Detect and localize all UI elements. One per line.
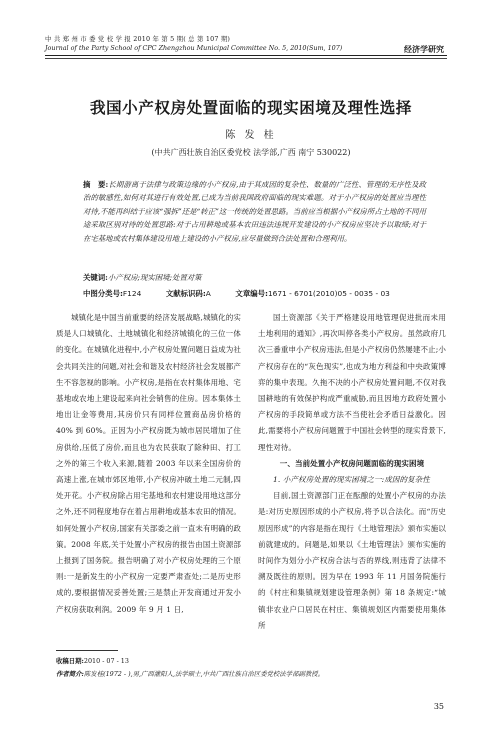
author-bio-label: 作者简介: — [56, 670, 84, 678]
author-affiliation: (中共广西壮族自治区委党校 法学部,广西 南宁 530022) — [151, 148, 351, 157]
footnote-received — [56, 655, 456, 667]
received-value: 2010 - 07 - 13 — [83, 657, 129, 665]
article-author: 陈 发 桂 — [225, 130, 277, 141]
clc-label: 中图分类号: — [83, 289, 123, 298]
received-label: 收稿日期: — [56, 657, 84, 665]
abstract-label: 摘 要: — [83, 180, 109, 189]
body-paragraph: 国土资源部《关于严格建设用地管理促进批而未用土地利用的通知》,再次叫停各类小产权房。虽然政府几次三番重申小产权房违法,但是小产权房仍然屡建不止;小产权房存在的“灰色现实”,也成为地方利益和中央政策博弈的集中表现。久拖不决的小产权房处置问题,不仅对我国耕地的有效保护构成严重威胁,而且因地方政府处置小产权房的手段简单或方法不当使社会矛盾日益激化。因此,需要将小产权房问题置于中国社会转型的现实背景下,理性对待。 — [258, 313, 446, 452]
section-heading: 一、当前处置小产权房问题面临的现实困境 — [279, 458, 425, 468]
body-paragraph: 目前,国土资源部门正在酝酿的处置小产权房的办法是:对历史原因形成的小产权房,将予以合法化。而“历史原因形成”的内容是指在现行《土地管理法》颁布实施以前就建成的。问题是,如果以《土地管理法》颁布实施的时间作为划分小产权房合法与否的界线,则违背了法律不溯及既往的原则。因为早在 1993 年 11 月国务院施行的《村庄和集镇规划建设管理条例》第 18 条规定:“城镇非农业户口居民在村庄、集镇规划区内需要使用集体所 — [258, 491, 446, 630]
abstract-text: 长期游离于法律与政策边缘的小产权房,由于其成因的复杂性、数量的广泛性、管理的无序性及政治的敏感性,如何对其进行有效处置,已成为当前我国政府面临的现实难题。对于小产权房的处置应当理性对待,不能再纠结于应该“强拆”还是“转正”这一传统的处置思路。当前应当根据小产权房所占土地的不同用途采取区别对待的处置思路:对于占用耕地或基本农田违法违规开发建设的小产权房应坚决予以取缔;对于在宅基地或农村集体建设用地上建设的小产权房,应尽量做到合法处置和合理利用。 — [83, 180, 426, 243]
article-title: 我国小产权房处置面临的现实困境及理性选择 — [89, 99, 412, 117]
doc-label: 文献标识码: — [165, 289, 206, 298]
abstract — [83, 178, 426, 245]
id-value: 1671 - 6701(2010)05 - 0035 - 03 — [267, 289, 390, 298]
page-number: 35 — [433, 702, 444, 711]
header-rule-thin — [45, 58, 447, 59]
keywords-text: 小产权房;现实困境;处置对策 — [107, 273, 202, 282]
body-column-left — [56, 310, 241, 618]
body-column-right — [258, 310, 446, 634]
clc-number — [83, 289, 141, 298]
keywords-label: 关键词: — [83, 273, 108, 282]
article-id — [235, 289, 389, 298]
id-label: 文章编号: — [235, 289, 268, 298]
footnote-rule — [56, 650, 118, 651]
body-paragraph: 城镇化是中国当前重要的经济发展战略,城镇化的实质是人口城镇化、土地城镇化和经济城镇化的三位一体的变化。在城镇化进程中,小产权房处置问题日益成为社会共同关注的问题,对社会和谐及农村经济社会发展都产生不容忽视的影响。小产权房,是指在农村集体用地、宅基地或农地上建设起来向社会销售的住房。因本集体土地出让金等费用,其房价只有同样位置商品房价格的 40% 到 60%。正因为小产权房既为城市居民增加了住房供给,压低了房价,而且也为农民获取了除种田、打工之外的第三个收入来源,随着 2003 年以来全国房价的高速上涨,在城市郊区地带,小产权房冲破土地二元制,四处开花。小产权房除占用宅基地和农村建设用地这部分之外,还不同程度地存在着占用耕地或基本农田的情况。如何处置小产权房,国家有关部委之前一直未有明确的政策。2008 年底,关于处置小产权房的报告由国土资源部上报到了国务院。报告明确了对小产权房处理的三个原则:一是新发生的小产权房一定要严肃查处;二是历史形成的,要根据情况妥善处置;三是禁止开发商通过开发小产权房获取利润。2009 年 9 月 1 日, — [56, 313, 241, 614]
author-bio-value: 陈发桂(1972 - ),男,广西灌阳人,法学硕士,中共广西壮族自治区委党校法学部副教授。 — [83, 670, 325, 678]
doc-value: A — [205, 289, 211, 298]
clc-value: F124 — [122, 289, 142, 298]
subsection-heading: 1. 小产权房处置的现实困境之一:成因的复杂性 — [273, 475, 430, 485]
keywords — [83, 272, 426, 283]
running-header — [45, 35, 385, 53]
footnote-author — [56, 668, 456, 680]
section-label: 经济学研究 — [404, 45, 444, 54]
header-rule — [45, 55, 447, 56]
classification-row — [83, 288, 443, 299]
journal-name-cn: 中 共 郑 州 市 委 党 校 学 报 2010 年 第 5 期( 总 第 107 期) — [45, 35, 231, 43]
document-code — [166, 289, 211, 298]
journal-name-en: Journal of the Party School of CPC Zhengzhou Municipal Committee No. 5, 2010(Sum, 107) — [45, 44, 343, 52]
